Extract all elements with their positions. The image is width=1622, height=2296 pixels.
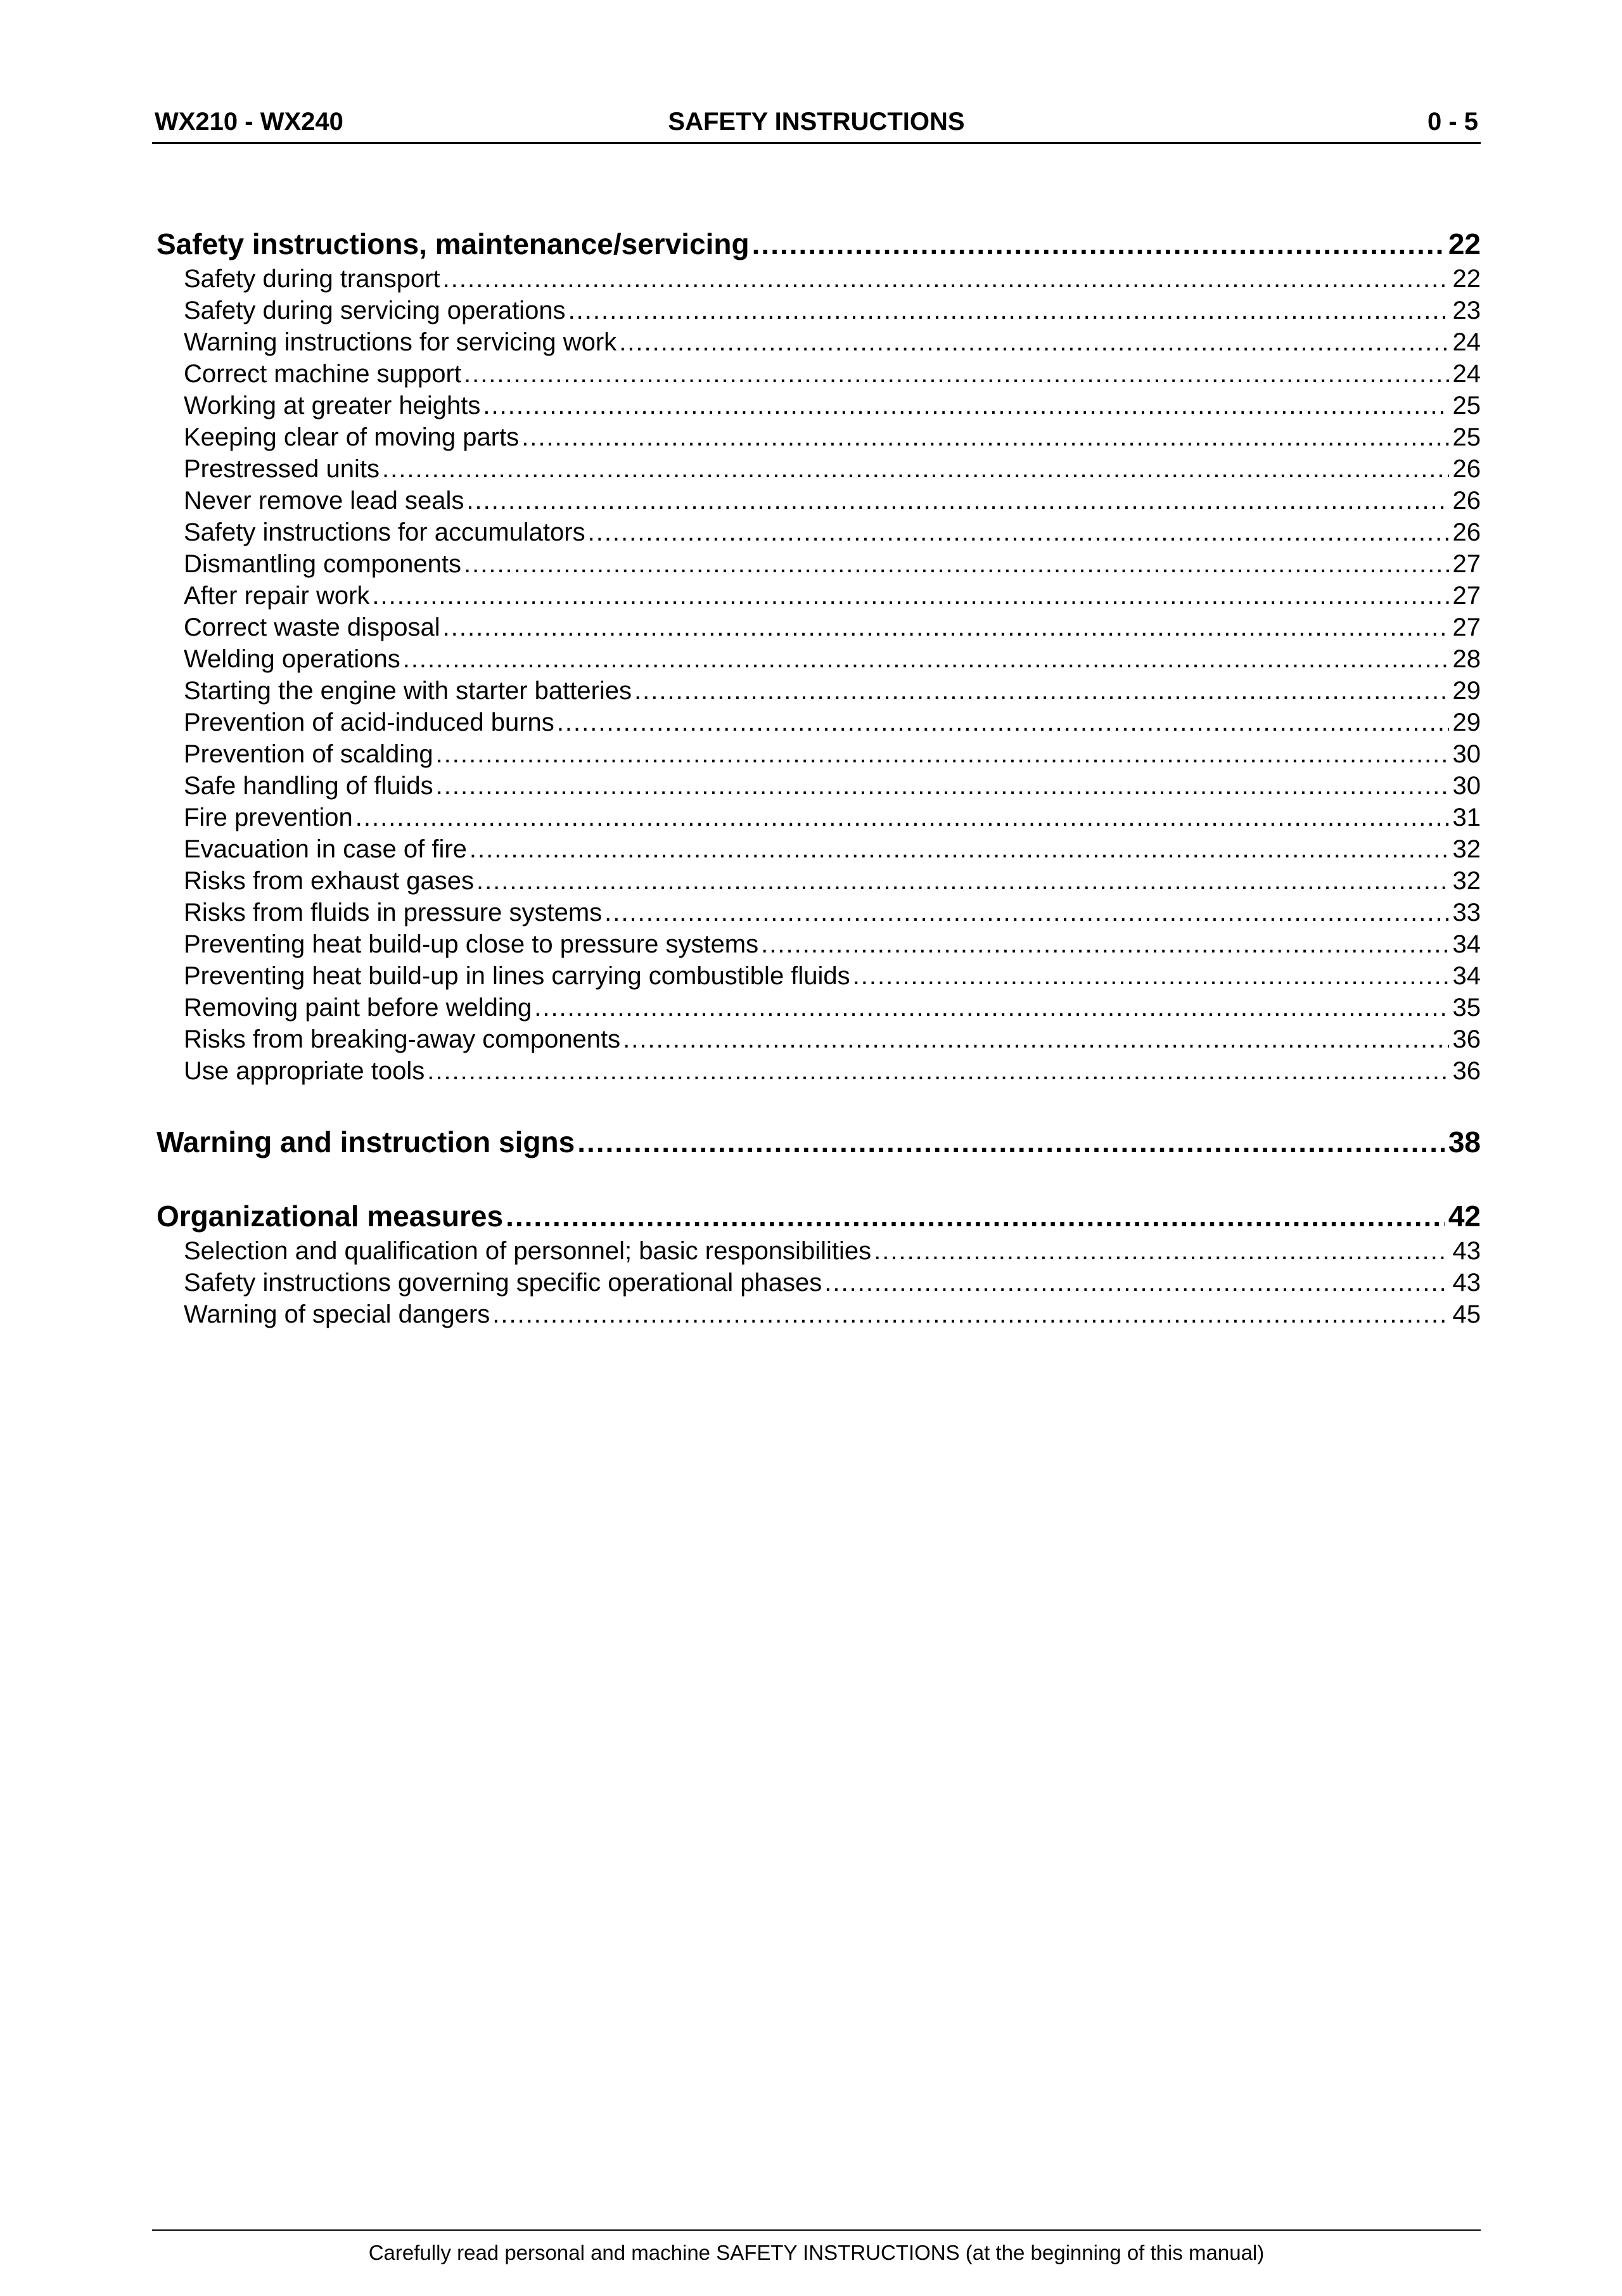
toc-entry-page: 24 <box>1452 328 1481 356</box>
toc-entry-page: 23 <box>1452 297 1481 324</box>
dot-leader <box>492 1299 1448 1330</box>
toc-entry-title: Correct machine support <box>184 360 461 388</box>
toc-entry-page: 26 <box>1452 518 1481 546</box>
toc-entry-page: 36 <box>1452 1057 1481 1085</box>
toc-section-heading-page: 42 <box>1448 1200 1481 1233</box>
dot-leader <box>466 485 1448 516</box>
toc-section-heading-title: Safety instructions, maintenance/servicing <box>156 228 750 260</box>
dot-leader <box>355 802 1449 833</box>
dot-leader <box>436 770 1449 802</box>
dot-leader <box>568 295 1449 326</box>
toc-entry-page: 27 <box>1452 582 1481 610</box>
dot-leader <box>874 1235 1448 1267</box>
toc-entry-title: Preventing heat build-up close to pressure systems <box>184 930 759 958</box>
dot-leader <box>619 326 1448 358</box>
dot-leader <box>521 421 1448 453</box>
dot-leader <box>443 612 1449 643</box>
toc-entry[interactable] <box>156 802 1481 833</box>
toc-entry-title: Correct waste disposal <box>184 613 440 641</box>
table-of-contents <box>156 225 1481 1366</box>
toc-entry[interactable] <box>156 1023 1481 1055</box>
dot-leader <box>443 263 1449 295</box>
toc-section-heading[interactable] <box>156 225 1481 263</box>
toc-entry[interactable] <box>156 421 1481 453</box>
toc-section-heading[interactable] <box>156 1123 1481 1161</box>
toc-entry-title: Safety instructions for accumulators <box>184 518 585 546</box>
dot-leader <box>483 390 1448 421</box>
toc-section-heading-title: Organizational measures <box>156 1200 504 1233</box>
toc-entry-page: 34 <box>1452 962 1481 990</box>
toc-entry-page: 31 <box>1452 804 1481 831</box>
toc-entry-title: Prevention of acid-induced burns <box>184 709 554 736</box>
toc-entry[interactable] <box>156 263 1481 295</box>
dot-leader <box>588 516 1449 548</box>
toc-entry[interactable] <box>156 390 1481 421</box>
toc-entry[interactable] <box>156 738 1481 770</box>
toc-entry-page: 25 <box>1452 423 1481 451</box>
toc-entry-title: Use appropriate tools <box>184 1057 425 1085</box>
toc-entry-title: Prevention of scalding <box>184 740 433 768</box>
toc-entry-page: 28 <box>1452 645 1481 673</box>
toc-entry-title: Preventing heat build-up in lines carrying combustible fluids <box>184 962 850 990</box>
toc-entry-page: 26 <box>1452 487 1481 515</box>
toc-entry[interactable] <box>156 295 1481 326</box>
toc-entry[interactable] <box>156 358 1481 390</box>
model-label: WX210 - WX240 <box>155 108 343 136</box>
toc-entry[interactable] <box>156 1235 1481 1267</box>
toc-entry-title: Prestressed units <box>184 455 380 483</box>
toc-entry[interactable] <box>156 960 1481 992</box>
toc-entry-title: Dismantling components <box>184 550 461 578</box>
dot-leader <box>427 1055 1448 1087</box>
toc-entry[interactable] <box>156 865 1481 897</box>
toc-section <box>156 1123 1481 1161</box>
toc-entry-title: Never remove lead seals <box>184 487 464 515</box>
toc-entry[interactable] <box>156 992 1481 1023</box>
dot-leader <box>761 928 1448 960</box>
toc-entry-page: 43 <box>1452 1269 1481 1297</box>
toc-entry-page: 34 <box>1452 930 1481 958</box>
toc-entry-title: Working at greater heights <box>184 392 481 420</box>
toc-entry-page: 25 <box>1452 392 1481 420</box>
dot-leader <box>853 960 1449 992</box>
toc-entry-page: 36 <box>1452 1025 1481 1053</box>
toc-section-heading-page: 22 <box>1448 228 1481 260</box>
dot-leader <box>464 548 1449 580</box>
toc-entry[interactable] <box>156 770 1481 802</box>
dot-leader <box>464 358 1449 390</box>
toc-entry[interactable] <box>156 516 1481 548</box>
toc-entry-page: 30 <box>1452 740 1481 768</box>
toc-entry[interactable] <box>156 897 1481 928</box>
dot-leader <box>604 897 1448 928</box>
toc-entry-title: Selection and qualification of personnel; basic responsibilities <box>184 1237 872 1265</box>
dot-leader <box>824 1267 1448 1299</box>
toc-entry-page: 43 <box>1452 1237 1481 1265</box>
toc-entry-page: 33 <box>1452 899 1481 927</box>
toc-entry-title: Warning of special dangers <box>184 1300 490 1328</box>
toc-entry[interactable] <box>156 833 1481 865</box>
toc-entry-title: Safety instructions governing specific operational phases <box>184 1269 822 1297</box>
toc-entry[interactable] <box>156 1055 1481 1087</box>
dot-leader <box>623 1023 1448 1055</box>
toc-entry[interactable] <box>156 548 1481 580</box>
toc-entry-page: 26 <box>1452 455 1481 483</box>
toc-section-heading-title: Warning and instruction signs <box>156 1126 575 1158</box>
toc-entry-page: 27 <box>1452 613 1481 641</box>
toc-entry[interactable] <box>156 453 1481 485</box>
toc-entry[interactable] <box>156 643 1481 675</box>
toc-entry-title: Keeping clear of moving parts <box>184 423 520 451</box>
toc-entry-page: 22 <box>1452 265 1481 293</box>
page-header <box>152 103 1481 144</box>
dot-leader <box>506 1197 1445 1235</box>
toc-entry-page: 27 <box>1452 550 1481 578</box>
toc-section-heading[interactable] <box>156 1197 1481 1235</box>
toc-entry[interactable] <box>156 707 1481 738</box>
toc-entry-title: Safety during servicing operations <box>184 297 566 324</box>
toc-entry-page: 45 <box>1452 1300 1481 1328</box>
dot-leader <box>469 833 1449 865</box>
toc-entry[interactable] <box>156 612 1481 643</box>
dot-leader <box>382 453 1448 485</box>
toc-entry-page: 30 <box>1452 772 1481 800</box>
page-footer: Carefully read personal and machine SAFETY INSTRUCTIONS (at the beginning of this manual) <box>368 2241 1265 2264</box>
footer-divider <box>152 2229 1481 2231</box>
toc-entry[interactable] <box>156 928 1481 960</box>
toc-entry[interactable] <box>156 1267 1481 1299</box>
toc-entry-page: 29 <box>1452 709 1481 736</box>
toc-entry[interactable] <box>156 580 1481 612</box>
toc-entry-page: 32 <box>1452 867 1481 895</box>
toc-entry[interactable] <box>156 1299 1481 1330</box>
dot-leader <box>577 1123 1445 1161</box>
toc-entry-title: Safety during transport <box>184 265 440 293</box>
header-title: SAFETY INSTRUCTIONS <box>668 108 965 136</box>
toc-entry[interactable] <box>156 326 1481 358</box>
toc-entry[interactable] <box>156 675 1481 707</box>
dot-leader <box>634 675 1448 707</box>
toc-entry-title: Risks from exhaust gases <box>184 867 474 895</box>
toc-entry-title: Risks from fluids in pressure systems <box>184 899 603 927</box>
toc-entry-title: Welding operations <box>184 645 400 673</box>
toc-entry-title: Fire prevention <box>184 804 353 831</box>
toc-entry[interactable] <box>156 485 1481 516</box>
dot-leader <box>436 738 1449 770</box>
toc-entry-title: Safe handling of fluids <box>184 772 433 800</box>
dot-leader <box>476 865 1449 897</box>
page-number: 0 - 5 <box>1427 108 1478 136</box>
dot-leader <box>534 992 1448 1023</box>
dot-leader <box>557 707 1449 738</box>
toc-section-heading-page: 38 <box>1448 1126 1481 1158</box>
toc-entry-title: Risks from breaking-away components <box>184 1025 621 1053</box>
toc-entry-title: After repair work <box>184 582 370 610</box>
toc-entry-page: 35 <box>1452 994 1481 1022</box>
dot-leader <box>403 643 1449 675</box>
toc-entry-title: Removing paint before welding <box>184 994 532 1022</box>
toc-entry-title: Warning instructions for servicing work <box>184 328 617 356</box>
dot-leader <box>372 580 1448 612</box>
toc-entry-page: 29 <box>1452 677 1481 705</box>
toc-section <box>156 225 1481 1087</box>
toc-entry-page: 32 <box>1452 835 1481 863</box>
toc-entry-page: 24 <box>1452 360 1481 388</box>
toc-entry-title: Starting the engine with starter batteries <box>184 677 632 705</box>
dot-leader <box>752 225 1445 263</box>
toc-entry-title: Evacuation in case of fire <box>184 835 467 863</box>
toc-section <box>156 1197 1481 1330</box>
